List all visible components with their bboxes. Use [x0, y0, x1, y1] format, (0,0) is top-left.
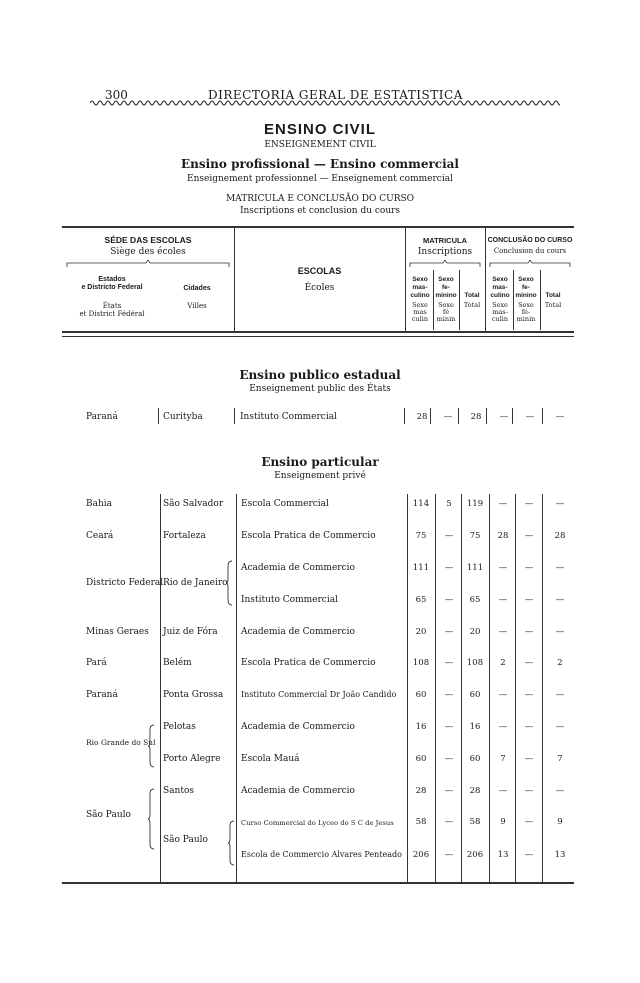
- group-cidade-sp: São Paulo: [163, 835, 208, 845]
- particular-title: Ensino particular: [261, 455, 379, 469]
- row-4-val-t: 20: [469, 627, 481, 637]
- row-3-val-m: 65: [415, 595, 427, 605]
- estados-fr-line2: et District Fédéral: [79, 310, 145, 318]
- row-9-val-cf: —: [524, 786, 534, 796]
- subcol-cm-fr-line1: Sexe: [492, 301, 508, 309]
- section-title: MATRICULA E CONCLUSÃO DO CURSO: [225, 194, 415, 204]
- row-8-cidade: Porto Alegre: [163, 754, 221, 764]
- row-5-val-f: —: [444, 658, 454, 668]
- particular-title-fr: Enseignement privé: [274, 471, 366, 481]
- row-7-val-t: 16: [469, 722, 481, 732]
- row-8-val-m: 60: [415, 754, 427, 764]
- row-11-val-cm: 13: [497, 850, 509, 860]
- row-4-estado: Minas Geraes: [86, 627, 149, 637]
- row-10-escola: Curso Commercial do Lyceo do S C de Jesus: [241, 819, 394, 827]
- row-5-val-cf: —: [524, 658, 534, 668]
- row-4-cidade: Juiz de Fóra: [163, 627, 218, 637]
- row-1-val-ct: 28: [554, 531, 566, 541]
- subcol-sep-f: [433, 270, 434, 330]
- row-5-estado: Pará: [86, 658, 107, 668]
- row-5-escola: Escola Pratica de Commercio: [241, 658, 376, 668]
- row-11-val-m: 206: [412, 850, 430, 860]
- subcol-m-line2: mas-: [412, 284, 428, 291]
- row-5-cidade: Belém: [163, 658, 192, 668]
- matricula-span-brace: [409, 260, 481, 268]
- row-11-escola: Escola de Commercio Alvares Penteado: [241, 850, 402, 859]
- row-1-val-m: 75: [415, 531, 427, 541]
- row-9-val-cm: —: [498, 786, 508, 796]
- row-2-val-m: 111: [412, 563, 430, 573]
- publico-val-m: 28: [416, 412, 428, 422]
- subcol-f-line3: minino: [435, 292, 457, 299]
- row-10-val-m: 58: [415, 817, 427, 827]
- header-bottom-rule-2: [62, 336, 574, 337]
- publico-num-sep-t: [458, 408, 459, 424]
- header-bottom-rule: [62, 331, 574, 333]
- publico-num-sep-cm: [486, 408, 487, 424]
- subcol-f-fr-line3: minin: [436, 315, 456, 323]
- brace-sp-cidade: [228, 820, 236, 866]
- subtitle-fr: Enseignement professionnel — Enseignement commercial: [187, 174, 453, 184]
- publico-val-cm: —: [499, 412, 509, 422]
- subcol-f-line1: Sexo: [438, 276, 454, 283]
- row-9-escola: Academia de Commercio: [241, 786, 355, 796]
- row-6-val-f: —: [444, 690, 454, 700]
- main-title-fr: ENSEIGNEMENT CIVIL: [264, 140, 376, 150]
- row-4-val-cm: —: [498, 627, 508, 637]
- row-0-val-cf: —: [524, 499, 534, 509]
- publico-num-sep-ct: [542, 408, 543, 424]
- subcol-cm-line1: Sexo: [492, 276, 508, 283]
- subtitle: Ensino profissional — Ensino commercial: [181, 157, 459, 171]
- row-4-val-f: —: [444, 627, 454, 637]
- page-number: 300: [105, 88, 128, 102]
- estados-fr-line1: États: [102, 302, 122, 310]
- subcol-sep-ct: [540, 270, 541, 330]
- row-0-escola: Escola Commercial: [241, 499, 329, 509]
- row-5-val-t: 108: [466, 658, 484, 668]
- row-9-val-t: 28: [469, 786, 481, 796]
- table-bottom-rule: [62, 882, 574, 884]
- wavy-rule: [90, 99, 560, 107]
- escolas-heading-fr: Écoles: [304, 283, 335, 293]
- subcol-cf-fr-line3: minin: [516, 315, 536, 323]
- running-title: DIRECTORIA GERAL DE ESTATISTICA: [208, 88, 463, 102]
- cidades-heading: Cidades: [183, 285, 211, 292]
- publico-sep-2: [234, 408, 235, 424]
- publico-val-f: —: [443, 412, 453, 422]
- row-2-val-cf: —: [524, 563, 534, 573]
- row-6-val-cm: —: [498, 690, 508, 700]
- row-10-val-f: —: [444, 817, 454, 827]
- subcol-m-line3: culino: [410, 292, 430, 299]
- subcol-cf-line1: Sexo: [518, 276, 534, 283]
- row-3-val-cf: —: [524, 595, 534, 605]
- row-4-val-m: 20: [415, 627, 427, 637]
- row-4-val-cf: —: [524, 627, 534, 637]
- row-8-val-t: 60: [469, 754, 481, 764]
- row-7-val-m: 16: [415, 722, 427, 732]
- row-9-cidade: Santos: [163, 786, 194, 796]
- subcol-ct-line1: Total: [545, 292, 561, 299]
- subcol-ct-fr-line1: Total: [544, 301, 562, 309]
- row-10-val-cm: 9: [500, 817, 506, 827]
- row-0-val-m: 114: [412, 499, 430, 509]
- publico-val-cf: —: [525, 412, 535, 422]
- row-1-escola: Escola Pratica de Commercio: [241, 531, 376, 541]
- row-1-val-cm: 28: [497, 531, 509, 541]
- row-5-val-cm: 2: [500, 658, 506, 668]
- row-2-val-t: 111: [466, 563, 484, 573]
- row-8-val-ct: 7: [557, 754, 563, 764]
- sede-heading-fr: Siège des écoles: [110, 247, 186, 257]
- part-sep-cidade: [236, 494, 237, 882]
- row-3-val-cm: —: [498, 595, 508, 605]
- row-10-val-ct: 9: [557, 817, 563, 827]
- row-10-val-t: 58: [469, 817, 481, 827]
- row-0-val-t: 119: [466, 499, 484, 509]
- row-3-escola: Instituto Commercial: [241, 595, 338, 605]
- row-11-val-t: 206: [466, 850, 484, 860]
- brace-rj: [226, 560, 234, 606]
- subcol-sep-t: [459, 270, 460, 330]
- row-6-val-cf: —: [524, 690, 534, 700]
- subcol-cm-fr-line2: mas-: [492, 308, 508, 316]
- main-title: ENSINO CIVIL: [263, 121, 376, 138]
- row-4-val-ct: —: [555, 627, 565, 637]
- row-2-val-cm: —: [498, 563, 508, 573]
- row-1-estado: Ceará: [86, 531, 114, 541]
- row-7-val-f: —: [444, 722, 454, 732]
- row-2-val-f: —: [444, 563, 454, 573]
- row-11-val-ct: 13: [554, 850, 566, 860]
- table-top-rule: [62, 226, 574, 228]
- row-5-val-m: 108: [412, 658, 430, 668]
- estados-line1: Estados: [98, 276, 126, 283]
- row-6-estado: Paraná: [86, 690, 118, 700]
- row-7-val-cm: —: [498, 722, 508, 732]
- row-9-val-ct: —: [555, 786, 565, 796]
- row-8-val-cf: —: [524, 754, 534, 764]
- row-11-val-f: —: [444, 850, 454, 860]
- subcol-f-line2: fe-: [442, 284, 450, 291]
- row-6-val-m: 60: [415, 690, 427, 700]
- subcol-f-fr-line2: fé: [442, 308, 450, 316]
- part-sep-estado: [160, 494, 161, 882]
- subcol-f-fr-line1: Sexe: [438, 301, 454, 309]
- publico-estado: Paraná: [86, 412, 118, 422]
- subcol-cf-line3: minino: [515, 292, 537, 299]
- subcol-cm-line2: mas-: [492, 284, 508, 291]
- publico-num-sep-cf: [512, 408, 513, 424]
- row-7-val-ct: —: [555, 722, 565, 732]
- matricula-heading-fr: Inscriptions: [417, 247, 473, 257]
- row-0-val-f: 5: [446, 499, 452, 509]
- publico-title: Ensino publico estadual: [239, 368, 401, 382]
- row-11-val-cf: —: [524, 850, 534, 860]
- brace-rgs: [148, 724, 156, 768]
- subcol-sep-cf: [513, 270, 514, 330]
- publico-sep-1: [158, 408, 159, 424]
- row-0-estado: Bahia: [86, 499, 113, 509]
- estados-heading-fr: [62, 302, 162, 318]
- subcol-m-line1: Sexo: [412, 276, 428, 283]
- estados-line2: e Districto Federal: [81, 284, 143, 291]
- row-2-val-ct: —: [555, 563, 565, 573]
- row-4-escola: Academia de Commercio: [241, 627, 355, 637]
- row-1-val-cf: —: [524, 531, 534, 541]
- sede-span-brace: [66, 260, 230, 268]
- escolas-heading: ESCOLAS: [297, 266, 342, 276]
- publico-val-ct: —: [555, 412, 565, 422]
- row-1-cidade: Fortaleza: [163, 531, 206, 541]
- row-0-cidade: São Salvador: [163, 499, 224, 509]
- row-1-val-f: —: [444, 531, 454, 541]
- row-0-val-ct: —: [555, 499, 565, 509]
- group-cidade-rj: Rio de Janeiro: [163, 578, 228, 588]
- brace-sp-estado: [148, 788, 156, 850]
- subcol-m-fr-line3: culin: [411, 315, 429, 323]
- subcol-t-fr-line1: Total: [463, 301, 481, 309]
- col-sep-sede: [234, 228, 235, 331]
- conclusao-heading-fr: Conclusion du cours: [493, 247, 567, 255]
- row-9-val-m: 28: [415, 786, 427, 796]
- row-8-val-f: —: [444, 754, 454, 764]
- conclusao-heading: CONCLUSÃO DO CURSO: [487, 237, 573, 244]
- subcol-cm-line3: culino: [490, 292, 510, 299]
- row-8-val-cm: 7: [500, 754, 506, 764]
- publico-num-sep-f: [430, 408, 431, 424]
- row-6-val-ct: —: [555, 690, 565, 700]
- group-estado-sp: São Paulo: [86, 810, 131, 820]
- row-5-val-ct: 2: [557, 658, 563, 668]
- publico-num-sep-m: [404, 408, 405, 424]
- subcol-m-fr-line2: mas: [413, 308, 427, 316]
- subcol-cf-fr-line1: Sexe: [518, 301, 534, 309]
- row-6-cidade: Ponta Grossa: [163, 690, 224, 700]
- publico-escola: Instituto Commercial: [240, 412, 337, 422]
- row-0-val-cm: —: [498, 499, 508, 509]
- group-estado-df: Districto Federal: [86, 578, 164, 588]
- row-6-escola: Instituto Commercial Dr João Candido: [241, 690, 397, 699]
- publico-val-t: 28: [470, 412, 482, 422]
- row-1-val-t: 75: [469, 531, 481, 541]
- subcol-cm-fr-line3: culin: [491, 315, 509, 323]
- subcol-cf-line2: fe-: [522, 284, 530, 291]
- subcol-cf-fr-line2: fé-: [521, 308, 531, 316]
- row-7-escola: Academia de Commercio: [241, 722, 355, 732]
- row-9-val-f: —: [444, 786, 454, 796]
- group-estado-rgs: Rio Grande do Sul: [86, 738, 156, 747]
- row-3-val-t: 65: [469, 595, 481, 605]
- subcol-m-fr-line1: Sexe: [412, 301, 428, 309]
- row-7-val-cf: —: [524, 722, 534, 732]
- cidades-heading-fr: Villes: [187, 302, 207, 310]
- sede-heading: SÉDE DAS ESCOLAS: [104, 235, 192, 245]
- subcol-t-line1: Total: [464, 292, 480, 299]
- row-7-cidade: Pelotas: [163, 722, 196, 732]
- row-2-escola: Academia de Commercio: [241, 563, 355, 573]
- row-6-val-t: 60: [469, 690, 481, 700]
- row-8-escola: Escola Mauá: [241, 754, 300, 764]
- row-10-val-cf: —: [524, 817, 534, 827]
- row-3-val-f: —: [444, 595, 454, 605]
- row-3-val-ct: —: [555, 595, 565, 605]
- publico-title-fr: Enseignement public des États: [249, 384, 391, 394]
- publico-cidade: Curityba: [163, 412, 203, 422]
- matricula-heading: MATRICULA: [422, 236, 468, 245]
- section-title-fr: Inscriptions et conclusion du cours: [239, 206, 401, 216]
- estados-heading: [62, 276, 162, 292]
- conclusao-span-brace: [489, 260, 571, 268]
